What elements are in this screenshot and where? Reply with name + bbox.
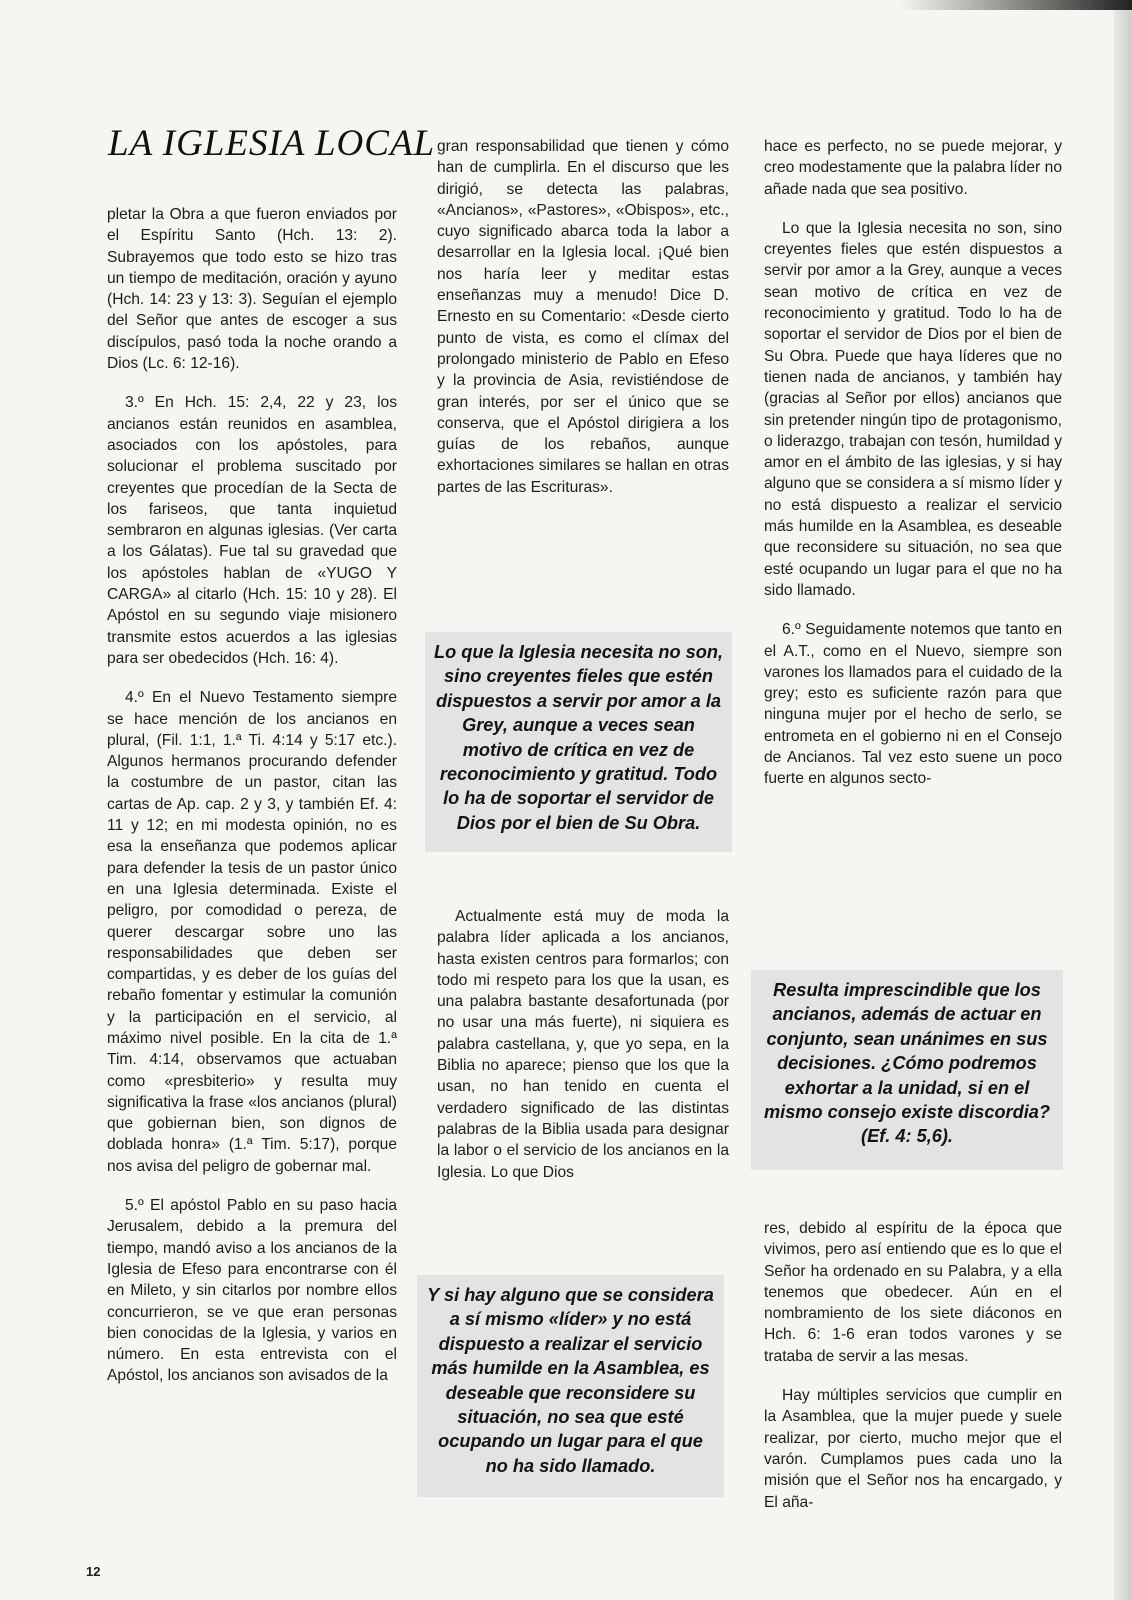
- paragraph: Lo que la Iglesia necesita no son, sino creyentes fieles que estén dispuestos a servir por amor a la Grey, aunque a veces sean motivo de crítica en vez de reconocimiento y gratitud. Todo lo ha de soportar el servidor de Dios por el bien de Su Obra. Puede que haya líderes que no tienen nada de ancianos, y también hay (gracias al Señor por ellos) ancianos que sin pretender ningún tipo de protagonismo, o liderazgo, trabajan con tesón, humildad y amor en el ámbito de las iglesias, y si hay alguno que se considera a sí mismo líder y no está dispuesto a realizar el servicio más humilde en la Asamblea, es deseable que reconsidere su situación, no sea que esté ocupando un lugar para el que no ha sido llamado.: [764, 219, 1062, 599]
- column-1: [107, 204, 397, 1405]
- column-3-bottom: [764, 1218, 1062, 1531]
- paragraph: 6.º Seguidamente notemos que tanto en el A.T., como en el Nuevo, siempre son varones los llamados para el cuidado de la grey; esto es suficiente razón para que ninguna mujer por el hecho de serlo, se entrometa en el gobierno ni en el Consejo de Ancianos. Tal vez esto suene un poco fuerte en algunos secto-: [764, 621, 1062, 788]
- column-2-middle: [437, 906, 729, 1201]
- scan-top-edge: [900, 0, 1132, 10]
- pull-quote-text: Y si hay alguno que se considera a sí mismo «líder» y no está dispuesto a realizar el servicio más humilde en la Asamblea, es deseable que reconsidere su situación, no sea que esté ocupando un lugar para el que no ha sido llamado.: [427, 1285, 714, 1476]
- page-number: 12: [86, 1564, 101, 1579]
- pull-quote-3: [751, 970, 1063, 1170]
- paragraph: pletar la Obra a que fueron enviados por el Espíritu Santo (Hch. 13: 2). Subrayemos que todo esto se hizo tras un tiempo de meditación, oración y ayuno (Hch. 14: 23 y 13: 3). Seguían el ejemplo del Señor que antes de escoger a sus discípulos, pasó toda la noche orando a Dios (Lc. 6: 12-16).: [107, 206, 397, 373]
- column-3-top: [764, 136, 1062, 808]
- page-edge-shadow: [1114, 0, 1132, 1600]
- pull-quote-1: [425, 632, 732, 852]
- column-2-top: [437, 136, 729, 516]
- paragraph: 3.º En Hch. 15: 2,4, 22 y 23, los ancianos están reunidos en asamblea, asociados con los apóstoles, para solucionar el problema suscitado por creyentes que procedían de la Secta de los fariseos, que tanta inquietud sembraron en algunas iglesias. (Ver carta a los Gálatas). Fue tal su gravedad que los apóstoles hablan de «YUGO Y CARGA» al citarlo (Hch. 15: 10 y 28). El Apóstol en su segundo viaje misionero transmite estos acuerdos a las iglesias para ser obedecidos (Hch. 16: 4).: [107, 394, 397, 667]
- paragraph: Hay múltiples servicios que cumplir en la Asamblea, que la mujer puede y suele realizar, por cierto, mucho mejor que el varón. Cumplamos pues cada uno la misión que el Señor nos ha encargado, y El aña-: [764, 1387, 1062, 1511]
- pull-quote-2: [417, 1275, 724, 1497]
- paragraph: Actualmente está muy de moda la palabra líder aplicada a los ancianos, hasta existen centros para formarlos; con todo mi respeto para los que la usan, es una palabra bastante desafortunada (por no usar una más fuerte), ni siquiera es palabra castellana, y, que yo sepa, en la Biblia no aparece; pienso que los que la usan, no han tenido en cuenta el verdadero significado de las distintas palabras de la Biblia usada para designar la labor o el servicio de los ancianos en la Iglesia. Lo que Dios: [437, 908, 729, 1181]
- paragraph: res, debido al espíritu de la época que vivimos, pero así entiendo que es lo que el Señor ha ordenado en su Palabra, y a ella tenemos que obedecer. Aún en el nombramiento de los siete diáconos en Hch. 6: 1-6 eran todos varones y se trataba de servir a las mesas.: [764, 1220, 1062, 1365]
- paragraph: gran responsabilidad que tienen y cómo han de cumplirla. En el discurso que les dirigió, se detecta las palabras, «Ancianos», «Pastores», «Obispos», etc., cuyo significado abarca toda la labor a desarrollar en la Iglesia local. ¡Qué bien nos haría leer y meditar estas enseñanzas muy a menudo! Dice D. Ernesto en su Comentario: «Desde cierto punto de vista, es como el clímax del prolongado ministerio de Pablo en Efeso y la provincia de Asia, revistiéndose de gran interés, por ser el único que se conserva, que el Apóstol dirigiera a los guías de los rebaños, aunque exhortaciones similares se hallan en otras partes de las Escrituras».: [437, 138, 729, 496]
- section-title: LA IGLESIA LOCAL: [108, 123, 436, 164]
- pull-quote-text: Lo que la Iglesia necesita no son, sino creyentes fieles que estén dispuestos a servir por amor a la Grey, aunque a veces sean motivo de crítica en vez de reconocimiento y gratitud. Todo lo ha de soportar el servidor de Dios por el bien de Su Obra.: [433, 642, 724, 833]
- paragraph: hace es perfecto, no se puede mejorar, y creo modestamente que la palabra líder no añade nada que sea positivo.: [764, 138, 1062, 198]
- pull-quote-text: Resulta imprescindible que los ancianos, además de actuar en conjunto, sean unánimes en sus decisiones. ¿Cómo podremos exhortar a la unidad, si en el mismo consejo existe discordia? (Ef. 4: 5,6).: [763, 980, 1051, 1147]
- paragraph: 4.º En el Nuevo Testamento siempre se hace mención de los ancianos en plural, (Fil. 1:1, 1.ª Ti. 4:14 y 5:17 etc.). Algunos hermanos procurando defender la costumbre de un pastor, citan las cartas de Ap. cap. 2 y 3, y también Ef. 4: 11 y 12; en mi modesta opinión, no es esa la enseñanza que podemos aplicar para defender la tesis de un pastor único en una Iglesia determinada. Existe el peligro, por comodidad o pereza, de querer descargar sobre uno las responsabilidades que deben ser compartidas, y es deber de los guías del rebaño fomentar y estimular la comunión y la participación en el servicio, al máximo nivel posible. En la cita de 1.ª Tim. 4:14, observamos que actuaban como «presbiterio» y resulta muy significativa la frase «los ancianos (plural) que gobiernan bien, son dignos de doblada honra» (1.ª Tim. 5:17), porque nos avisa del peligro de gobernar mal.: [107, 689, 397, 1175]
- paragraph: 5.º El apóstol Pablo en su paso hacia Jerusalem, debido a la premura del tiempo, mandó aviso a los ancianos de la Iglesia de Efeso para encontrarse con él en Mileto, y sin citarlos por nombre ellos concurrieron, se ve que eran personas bien conocidas de la Iglesia, y varios en número. En esta entrevista con el Apóstol, los ancianos son avisados de la: [107, 1197, 397, 1385]
